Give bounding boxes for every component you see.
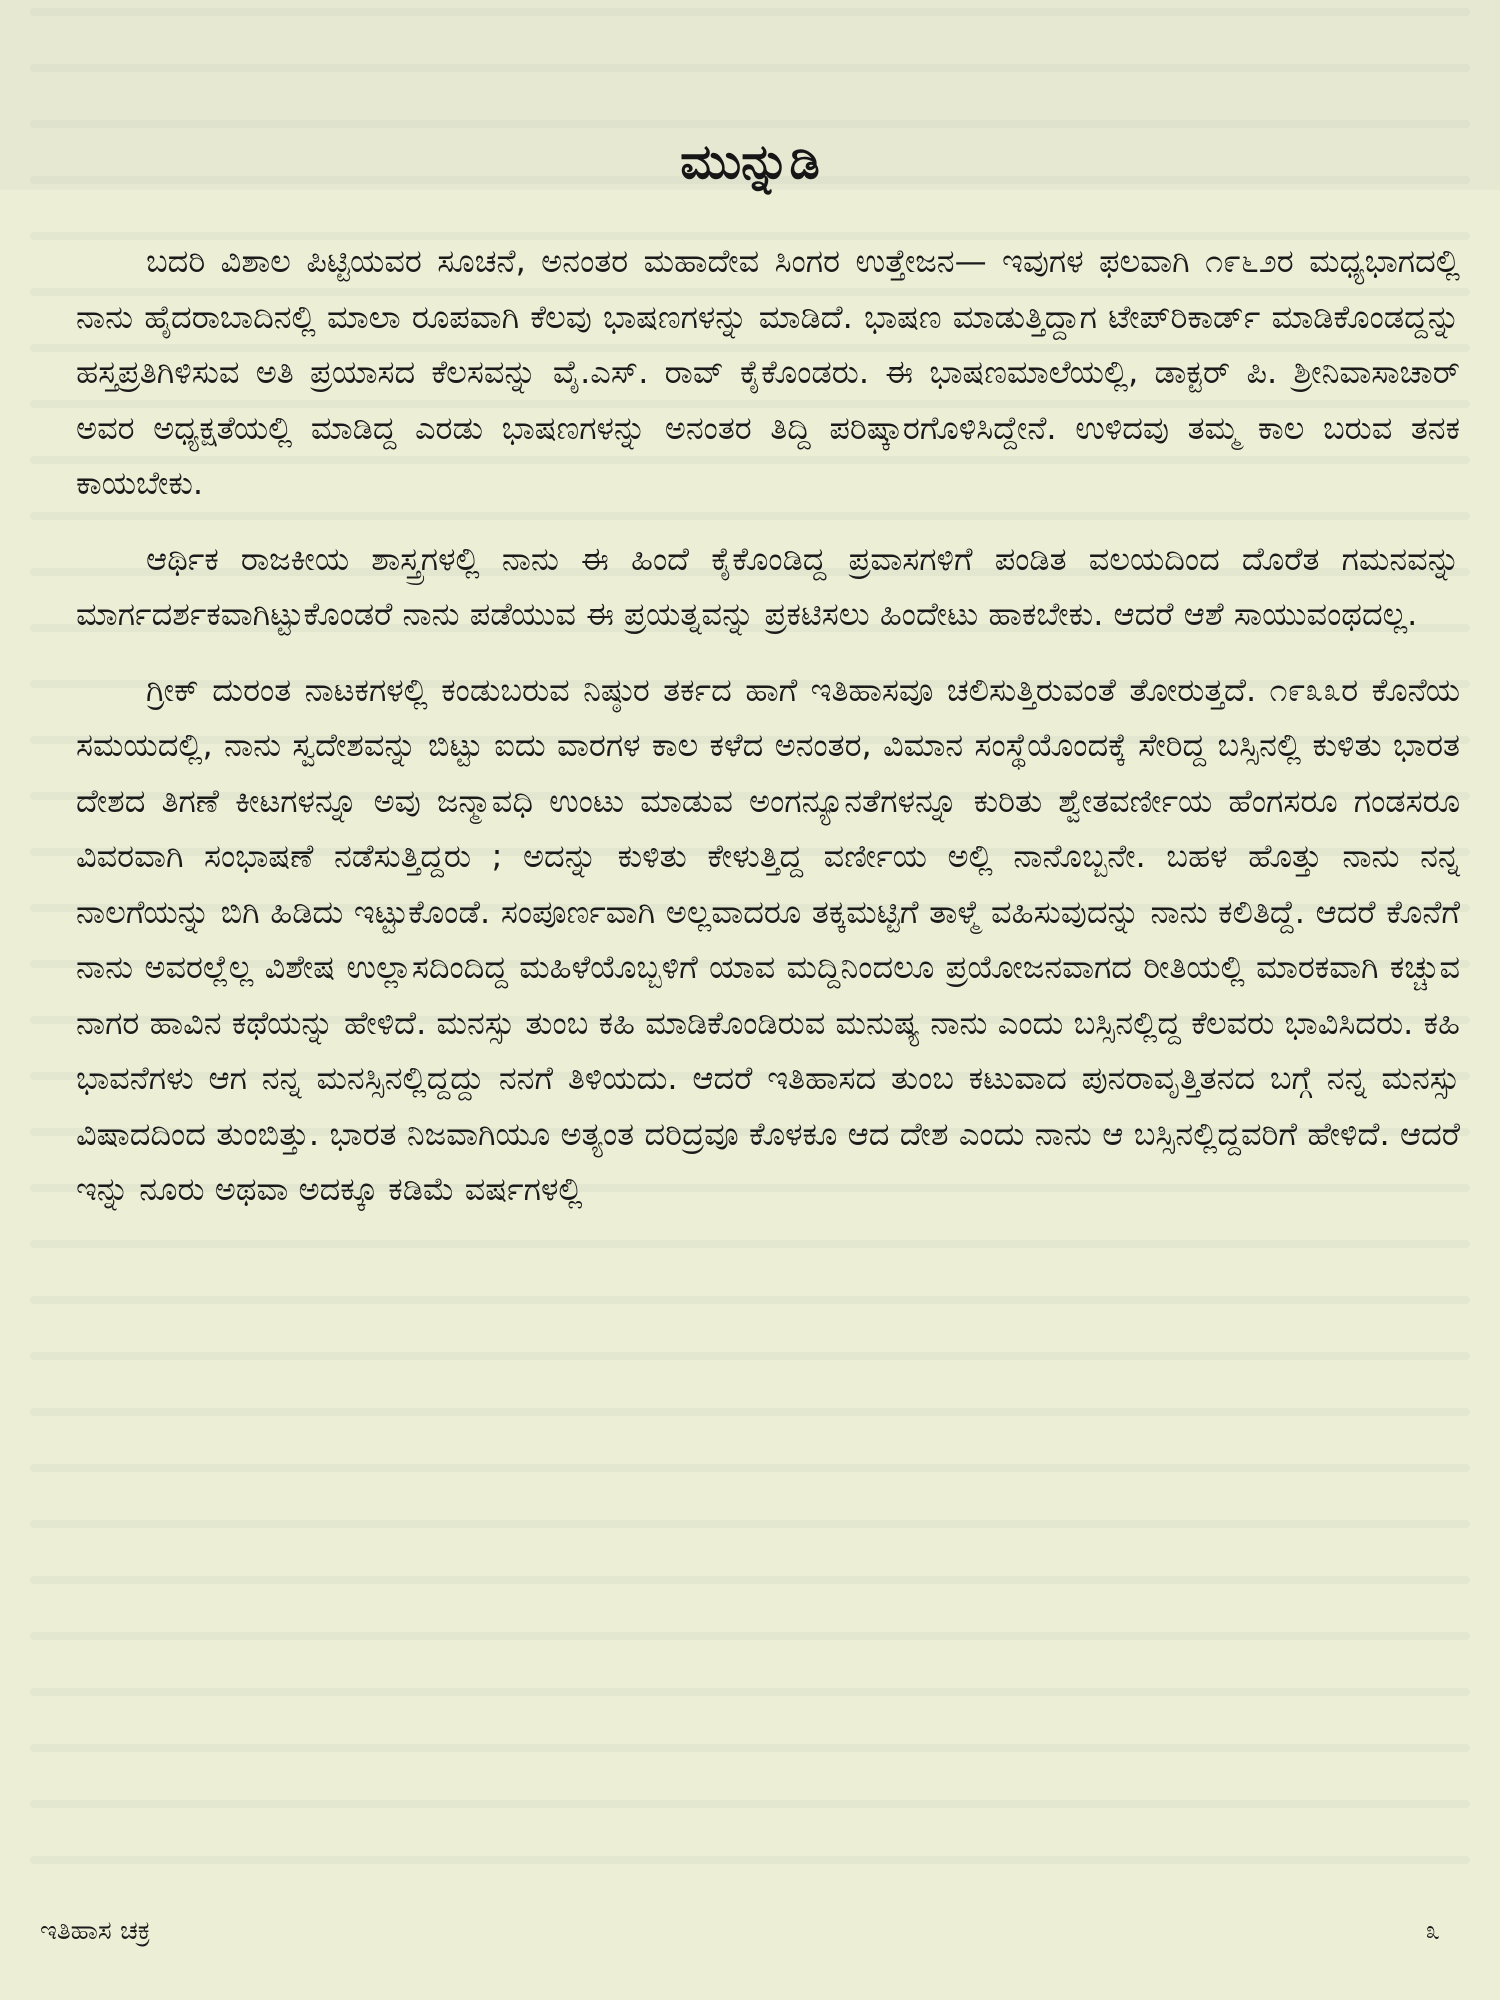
page-number: ೩ [1425, 1916, 1440, 1946]
paragraph-3: ಗ್ರೀಕ್ ದುರಂತ ನಾಟಕಗಳಲ್ಲಿ ಕಂಡುಬರುವ ನಿಷ್ಠುರ ತರ್ಕದ ಹಾಗೆ ಇತಿಹಾಸವೂ ಚಲಿಸುತ್ತಿರುವಂತೆ ತೋರುತ್ತದೆ. ೧೯೩೩ರ ಕೊನೆಯ ಸಮಯದಲ್ಲಿ, ನಾನು ಸ್ವದೇಶವನ್ನು ಬಿಟ್ಟು ಐದು ವಾರಗಳ ಕಾಲ ಕಳೆದ ಅನಂತರ, ವಿಮಾನ ಸಂಸ್ಥೆಯೊಂದಕ್ಕೆ ಸೇರಿದ್ದ ಬಸ್ಸಿನಲ್ಲಿ ಕುಳಿತು ಭಾರತ ದೇಶದ ತಿಗಣೆ ಕೀಟಗಳನ್ನೂ ಅವು ಜನ್ಮಾವಧಿ ಉಂಟು ಮಾಡುವ ಅಂಗನ್ಯೂನತೆಗಳನ್ನೂ ಕುರಿತು ಶ್ವೇತವರ್ಣೀಯ ಹೆಂಗಸರೂ ಗಂಡಸರೂ ವಿವರವಾಗಿ ಸಂಭಾಷಣೆ ನಡೆಸುತ್ತಿದ್ದರು ; ಅದನ್ನು ಕುಳಿತು ಕೇಳುತ್ತಿದ್ದ ವರ್ಣೀಯ ಅಲ್ಲಿ ನಾನೊಬ್ಬನೇ. ಬಹಳ ಹೊತ್ತು ನಾನು ನನ್ನ ನಾಲಗೆಯನ್ನು ಬಿಗಿ ಹಿಡಿದು ಇಟ್ಟುಕೊಂಡೆ. ಸಂಪೂರ್ಣವಾಗಿ ಅಲ್ಲವಾದರೂ ತಕ್ಕಮಟ್ಟಿಗೆ ತಾಳ್ಮೆ ವಹಿಸುವುದನ್ನು ನಾನು ಕಲಿತಿದ್ದೆ. ಆದರೆ ಕೊನೆಗೆ ನಾನು ಅವರಲ್ಲೆಲ್ಲ ವಿಶೇಷ ಉಲ್ಲಾಸದಿಂದಿದ್ದ ಮಹಿಳೆಯೊಬ್ಬಳಿಗೆ ಯಾವ ಮದ್ದಿನಿಂದಲೂ ಪ್ರಯೋಜನವಾಗದ ರೀತಿಯಲ್ಲಿ ಮಾರಕವಾಗಿ ಕಚ್ಚುವ ನಾಗರ ಹಾವಿನ ಕಥೆಯನ್ನು ಹೇಳಿದೆ. ಮನಸ್ಸು ತುಂಬ ಕಹಿ ಮಾಡಿಕೊಂಡಿರುವ ಮನುಷ್ಯ ನಾನು ಎಂದು ಬಸ್ಸಿನಲ್ಲಿದ್ದ ಕೆಲವರು ಭಾವಿಸಿದರು. ಕಹಿ ಭಾವನೆಗಳು ಆಗ ನನ್ನ ಮನಸ್ಸಿನಲ್ಲಿದ್ದದ್ದು ನನಗೆ ತಿಳಿಯದು. ಆದರೆ ಇತಿಹಾಸದ ತುಂಬ ಕಟುವಾದ ಪುನರಾವೃತ್ತಿತನದ ಬಗ್ಗೆ ನನ್ನ ಮನಸ್ಸು ವಿಷಾದದಿಂದ ತುಂಬಿತ್ತು. ಭಾರತ ನಿಜವಾಗಿಯೂ ಅತ್ಯಂತ ದರಿದ್ರವೂ ಕೊಳಕೂ ಆದ ದೇಶ ಎಂದು ನಾನು ಆ ಬಸ್ಸಿನಲ್ಲಿದ್ದವರಿಗೆ ಹೇಳಿದೆ. ಆದರೆ ಇನ್ನು ನೂರು ಅಥವಾ ಅದಕ್ಕೂ ಕಡಿಮೆ ವರ್ಷಗಳಲ್ಲಿ [76, 670, 1460, 1208]
paragraph-2: ಆರ್ಥಿಕ ರಾಜಕೀಯ ಶಾಸ್ತ್ರಗಳಲ್ಲಿ ನಾನು ಈ ಹಿಂದೆ ಕೈಕೊಂಡಿದ್ದ ಪ್ರವಾಸಗಳಿಗೆ ಪಂಡಿತ ವಲಯದಿಂದ ದೊರೆತ ಗಮನವನ್ನು ಮಾರ್ಗದರ್ಶಕವಾಗಿಟ್ಟುಕೊಂಡರೆ ನಾನು ಪಡೆಯುವ ಈ ಪ್ರಯತ್ನವನ್ನು ಪ್ರಕಟಿಸಲು ಹಿಂದೇಟು ಹಾಕಬೇಕು. ಆದರೆ ಆಶೆ ಸಾಯುವಂಥದಲ್ಲ. [76, 539, 1460, 633]
paragraph-1: ಬದರಿ ವಿಶಾಲ ಪಿಟ್ಟಿಯವರ ಸೂಚನೆ, ಅನಂತರ ಮಹಾದೇವ ಸಿಂಗರ ಉತ್ತೇಜನ— ಇವುಗಳ ಫಲವಾಗಿ ೧೯೬೨ರ ಮಧ್ಯಭಾಗದಲ್ಲಿ ನಾನು ಹೈದರಾಬಾದಿನಲ್ಲಿ ಮಾಲಾ ರೂಪವಾಗಿ ಕೆಲವು ಭಾಷಣಗಳನ್ನು ಮಾಡಿದೆ. ಭಾಷಣ ಮಾಡುತ್ತಿದ್ದಾಗ ಟೇಪ್‌ರಿಕಾರ್ಡ್ ಮಾಡಿಕೊಂಡದ್ದನ್ನು ಹಸ್ತಪ್ರತಿಗಿಳಿಸುವ ಅತಿ ಪ್ರಯಾಸದ ಕೆಲಸವನ್ನು ವೈ.ಎಸ್. ರಾವ್ ಕೈಕೊಂಡರು. ಈ ಭಾಷಣಮಾಲೆಯಲ್ಲಿ, ಡಾಕ್ಟರ್ ಪಿ. ಶ್ರೀನಿವಾಸಾಚಾರ್ ಅವರ ಅಧ್ಯಕ್ಷತೆಯಲ್ಲಿ ಮಾಡಿದ್ದ ಎರಡು ಭಾಷಣಗಳನ್ನು ಅನಂತರ ತಿದ್ದಿ ಪರಿಷ್ಕಾರಗೊಳಿಸಿದ್ದೇನೆ. ಉಳಿದವು ತಮ್ಮ ಕಾಲ ಬರುವ ತನಕ ಕಾಯಬೇಕು. [76, 242, 1460, 502]
page-heading: ಮುನ್ನುಡಿ [680, 134, 820, 190]
body-text [76, 234, 1460, 1238]
running-title: ಇತಿಹಾಸ ಚಕ್ರ [40, 1916, 151, 1946]
